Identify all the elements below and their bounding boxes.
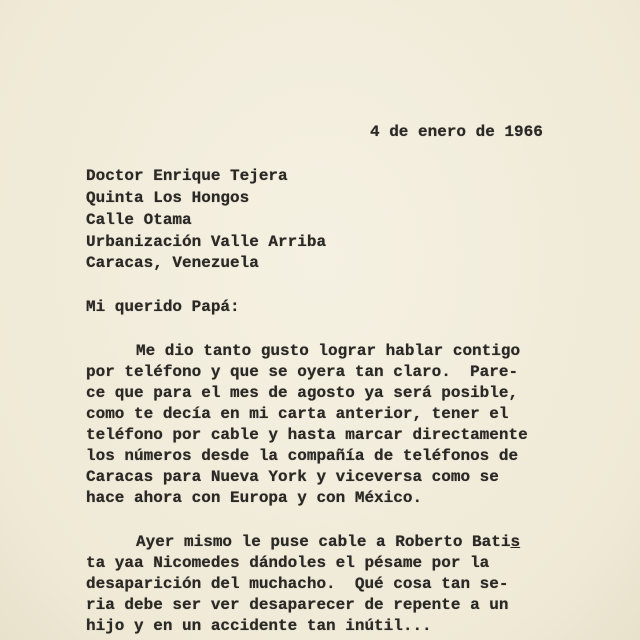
text-line: por teléfono y que se oyera tan claro. Pare- [86, 363, 519, 381]
text-line: Me dio tanto gusto lograr hablar contigo [136, 342, 521, 360]
text-line: hace ahora con Europa y con México. [86, 489, 423, 507]
text-line: teléfono por cable y hasta marcar directamente [86, 426, 528, 444]
text-segment: Ayer mismo le puse cable a Roberto Bati [136, 533, 511, 551]
text-line: desaparición del muchacho. Qué cosa tan se- [86, 575, 509, 593]
address-line: Calle Otama [86, 211, 192, 229]
letter-date: 4 de enero de 1966 [370, 123, 543, 141]
text-line: ta yaa Nicomedes dándoles el pésame por la [86, 554, 490, 572]
text-line: como te decía en mi carta anterior, tener el [86, 405, 509, 423]
text-line: hijo y en un accidente tan inútil... [86, 617, 432, 635]
address-line: Quinta Los Hongos [86, 189, 250, 207]
text-line: ria debe ser ver desaparecer de repente a un [86, 596, 509, 614]
text-line: Caracas para Nueva York y viceversa como se [86, 468, 499, 486]
salutation: Mi querido Papá: [86, 298, 240, 316]
address-line: Doctor Enrique Tejera [86, 167, 288, 185]
address-line: Caracas, Venezuela [86, 254, 259, 272]
underlined-letter: s [510, 533, 521, 551]
text-line [136, 533, 520, 551]
text-line: ce que para el mes de agosto ya será posible, [86, 384, 519, 402]
address-line: Urbanización Valle Arriba [86, 233, 327, 251]
text-line: los números desde la compañía de teléfonos de [86, 447, 519, 465]
